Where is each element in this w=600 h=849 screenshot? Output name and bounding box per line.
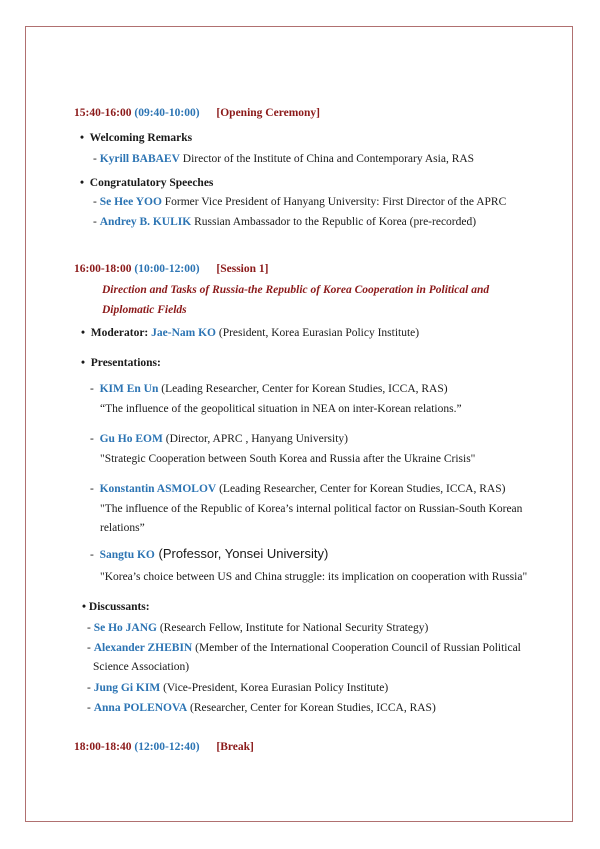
presentation-title: "Korea’s choice between US and China struggle: its implication on cooperation with Russia" (100, 571, 528, 583)
presentations-heading: • Presentations: (81, 357, 161, 369)
presentation-item: - Konstantin ASMOLOV (Leading Researcher, Center for Korean Studies, ICCA, RAS) (90, 483, 506, 495)
presenter-affil: (Leading Researcher, Center for Korean Studies, ICCA, RAS) (158, 383, 448, 395)
discussant-item: - Jung Gi KIM (Vice-President, Korea Eurasian Policy Institute) (87, 682, 389, 694)
speaker-desc: Former Vice President of Hanyang University: First Director of the APRC (161, 196, 507, 208)
discussant-name: Se Ho JANG (93, 622, 157, 634)
break-time: 18:00-18:40 (74, 741, 132, 753)
presenter-name: Konstantin ASMOLOV (99, 483, 217, 495)
bullet-symbol: • (80, 132, 85, 144)
discussant-item: - Se Ho JANG (Research Fellow, Institute for National Security Strategy) (87, 622, 429, 634)
session1-time-alt: (10:00-12:00) (134, 263, 200, 275)
presenter-affil: (Director, APRC , Hanyang University) (162, 433, 348, 445)
presenter-affil: (Professor, Yonsei University) (154, 546, 329, 561)
congrat-item: - Andrey B. KULIK Russian Ambassador to the Republic of Korea (pre-recorded) (93, 216, 477, 228)
session1-time: 16:00-18:00 (74, 263, 132, 275)
speaker-name: Kyrill BABAEV (99, 153, 180, 165)
congrat-heading: • Congratulatory Speeches (80, 177, 214, 189)
moderator-line: • Moderator: Jae-Nam KO (President, Korea Eurasian Policy Institute) (81, 327, 420, 339)
break-tag: [Break] (216, 741, 254, 753)
session1-title-line2: Diplomatic Fields (102, 304, 187, 316)
welcoming-item: - Kyrill BABAEV Director of the Institute of China and Contemporary Asia, RAS (93, 153, 475, 165)
opening-time: 15:40-16:00 (74, 107, 132, 119)
break-header (74, 740, 254, 754)
discussant-desc: (Vice-President, Korea Eurasian Policy Institute) (160, 682, 389, 694)
presenter-name: KIM En Un (99, 383, 159, 395)
moderator-name: Jae-Nam KO (151, 327, 216, 339)
speaker-desc: Director of the Institute of China and Contemporary Asia, RAS (179, 153, 475, 165)
speaker-name: Se Hee YOO (99, 196, 162, 208)
discussant-name: Jung Gi KIM (93, 682, 161, 694)
presentation-item: - Sangtu KO (Professor, Yonsei University) (90, 546, 329, 561)
session1-header (74, 262, 268, 276)
moderator-label: Moderator: (90, 327, 149, 339)
opening-tag: [Opening Ceremony] (216, 107, 321, 119)
congrat-item: - Se Hee YOO Former Vice President of Hanyang University: First Director of the APRC (93, 196, 507, 208)
discussant-desc-cont: Science Association) (93, 661, 190, 673)
moderator-desc: (President, Korea Eurasian Policy Institute) (215, 327, 420, 339)
presentation-title-cont: relations” (100, 522, 145, 534)
presenter-name: Gu Ho EOM (99, 433, 163, 445)
discussants-heading: • Discussants: (82, 601, 150, 613)
presentation-title: "Strategic Cooperation between South Korea and Russia after the Ukraine Crisis" (100, 453, 476, 465)
discussant-desc: (Member of the International Cooperation Council of Russian Political (192, 642, 521, 654)
break-time-alt: (12:00-12:40) (134, 741, 200, 753)
opening-time-alt: (09:40-10:00) (134, 107, 200, 119)
session1-title-line1: Direction and Tasks of Russia-the Republic of Korea Cooperation in Political and (102, 284, 490, 296)
presentation-item: - Gu Ho EOM (Director, APRC , Hanyang University) (90, 433, 348, 445)
presenter-affil: (Leading Researcher, Center for Korean Studies, ICCA, RAS) (216, 483, 506, 495)
speaker-desc: Russian Ambassador to the Republic of Korea (pre-recorded) (191, 216, 477, 228)
presenter-name: Sangtu KO (99, 549, 155, 561)
opening-header (74, 106, 320, 120)
discussant-item: - Anna POLENOVA (Researcher, Center for Korean Studies, ICCA, RAS) (87, 702, 436, 714)
welcoming-heading: • Welcoming Remarks (80, 132, 193, 144)
discussant-name: Alexander ZHEBIN (93, 642, 193, 654)
session1-tag: [Session 1] (216, 263, 269, 275)
presentation-title: "The influence of the Republic of Korea’s internal political factor on Russian-South Korean (100, 503, 523, 515)
presentation-title: “The influence of the geopolitical situation in NEA on inter-Korean relations.” (100, 403, 462, 415)
discussant-desc: (Researcher, Center for Korean Studies, ICCA, RAS) (187, 702, 436, 714)
presentation-item: - KIM En Un (Leading Researcher, Center for Korean Studies, ICCA, RAS) (90, 383, 448, 395)
discussant-item: - Alexander ZHEBIN (Member of the International Cooperation Council of Russian Political (87, 642, 521, 654)
discussant-name: Anna POLENOVA (93, 702, 188, 714)
speaker-name: Andrey B. KULIK (99, 216, 192, 228)
discussant-desc: (Research Fellow, Institute for National Security Strategy) (156, 622, 429, 634)
